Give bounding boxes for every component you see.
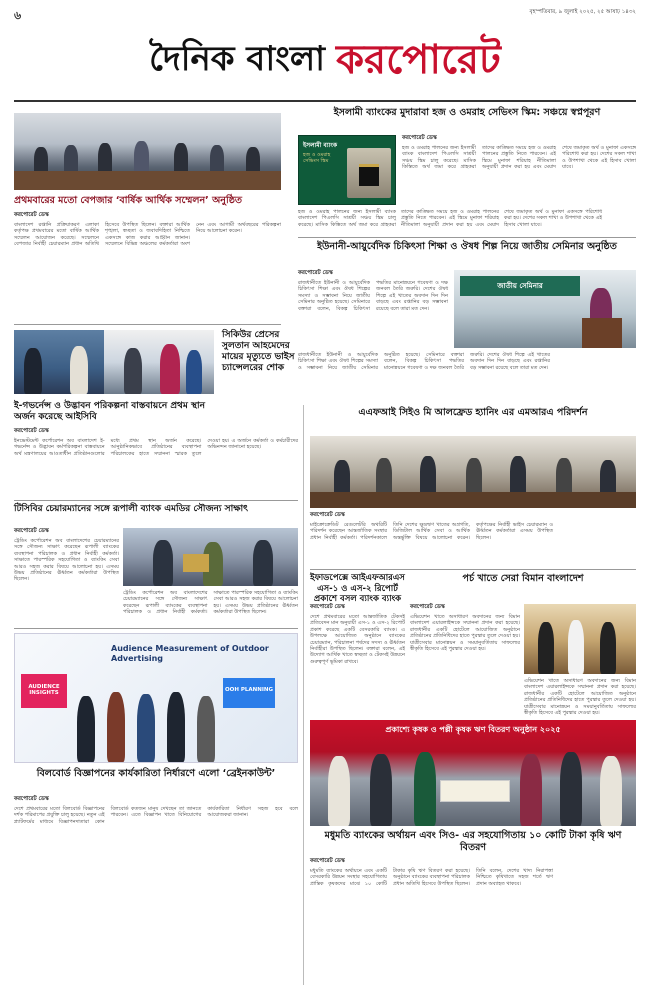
seminar-banner: জাতীয় সেমিনার bbox=[460, 276, 580, 296]
date-line: বৃহস্পতিবার, ৯ জুলাই ২০২৫, ২৫ আষাঢ় ১৪৩২ bbox=[529, 9, 636, 15]
photo-award-center bbox=[104, 330, 214, 394]
header-rule bbox=[14, 100, 636, 102]
article-text: দেশে প্রথমবারের মতো আন্তর্জাতিক টেকসই প্রতিবেদন মান অনুযায়ী এস-১ ও এস-২ রিপোর্ট প্রকাশ করেছে একটি বেসরকারি ব্যাংক। এ উপলক্ষে আয়োজিত অনুষ্ঠানে ব্যাংকের চেয়ারম্যান, পরিচালনা পর্ষদের সদস্য ও ঊর্ধ্বতন নির্বাহীরা উপস্থিত ছিলেন। বক্তারা বলেন, এই উদ্যোগ আর্থিক খাতে স্বচ্ছতা ও টেকসই উন্নয়নে গুরুত্বপূর্ণ ভূমিকা রাখবে। bbox=[310, 614, 405, 665]
article-text: ইনভেস্টমেন্ট কর্পোরেশন অব বাংলাদেশ ই-গভর্নেন্স ও উদ্ভাবন কর্মপরিকল্পনা বাস্তবায়নে অর্থ মন্ত্রণালয়ের আওতাধীন প্রতিষ্ঠানগুলোর মধ্যে প্রথম স্থান অর্জন করেছে। আনুষ্ঠানিকভাবে প্রতিষ্ঠানের ব্যবস্থাপনা পরিচালকের হাতে সম্মাননা স্মারক তুলে দেওয়া হয়। এ অর্জনে কর্মকর্তা ও কর্মচারীদের অভিনন্দন জানানো হয়েছে। bbox=[14, 438, 298, 457]
headline-budget: প্রথমবারের মতো বেপজার ‘বার্ষিক আর্থিক সম্মেলন’ অনুষ্ঠিত bbox=[14, 195, 243, 206]
article-text: এভিয়েশন খাতে অসাধারণ অবদানের জন্য বিমান বাংলাদেশ এয়ারলাইন্সকে সম্মাননা প্রদান করা হয়েছে। রাজধানীর একটি হোটেলে আয়োজিত অনুষ্ঠানে প্রতিষ্ঠানের প্রতিনিধিদের হাতে পুরস্কার তুলে দেওয়া হয়। যাত্রীসেবার মানোন্নয়ন ও সময়ানুবর্তিতায় সাফল্যের স্বীকৃতি হিসেবে এই পুরস্কার দেওয়া হয়। bbox=[410, 614, 520, 653]
byline: করপোরেট ডেস্ক bbox=[14, 212, 49, 218]
byline: করপোরেট ডেস্ক bbox=[14, 428, 49, 434]
headline-sikurit: সিকিউর প্রেসের সুলতান আহমেদের মায়ের মৃত্যুতে ভাইস চ্যান্সেলরের শোক bbox=[222, 330, 295, 373]
photo-tcb bbox=[123, 528, 298, 586]
headline-fbi: এএফআই সিইও মি আলফ্রেড হ্যানিং এর এমআরএ পরিদর্শন bbox=[358, 407, 588, 418]
masthead-right: করপোরেট bbox=[336, 36, 501, 83]
billboard-label-1: AUDIENCE INSIGHTS bbox=[21, 674, 67, 708]
article-islami-body-2: হজ ও ওমরাহ পালনের জন্য ইসলামী ব্যাংক বাংলাদেশ পিএলসি সাশ্রয়ী সঞ্চয় স্কিম চালু করেছে। মাসিক কিস্তিতে অর্থ জমা করে গ্রাহকরা তাদের কাঙ্ক্ষিত সময়ে হজ ও ওমরাহ পালনের প্রস্তুতি নিতে পারবেন। এই স্কিমে মুনাফা শরিয়াহ নীতিমালা অনুযায়ী প্রদান করা হয় এবং মেয়াদ শেষে জমাকৃত অর্থ ও মুনাফা একসঙ্গে পরিশোধ করা হয়। দেশের সকল শাখা ও উপশাখা থেকে এই হিসাব খোলা যাবে। bbox=[298, 209, 602, 228]
byline: করপোরেট ডেস্ক bbox=[310, 512, 345, 518]
section-rule bbox=[298, 237, 636, 238]
byline: করপোরেট ডেস্ক bbox=[402, 135, 437, 141]
byline: করপোরেট ডেস্ক bbox=[410, 604, 445, 610]
kaaba-image bbox=[347, 148, 391, 198]
section-rule bbox=[310, 569, 636, 570]
article-text: বাংলাদেশ রপ্তানি প্রক্রিয়াকরণ এলাকা কর্তৃপক্ষ প্রথমবারের মতো বার্ষিক আর্থিক সম্মেলন আয়োজন করেছে। সম্মেলনে বেপজার নির্বাহী চেয়ারম্যান প্রধান অতিথি হিসেবে উপস্থিত ছিলেন। বক্তারা আর্থিক শৃঙ্খলা, স্বচ্ছতা ও জবাবদিহিতা নিশ্চিতে একসঙ্গে কাজ করার আহ্বান জানান। সম্মেলনে বিভিন্ন অঞ্চলের কর্মকর্তারা অংশ নেন এবং আগামী অর্থবছরের পরিকল্পনা নিয়ে আলোচনা করেন। bbox=[14, 222, 281, 248]
masthead bbox=[0, 28, 650, 90]
article-tcb-body bbox=[14, 528, 119, 624]
headline-islami: ইসলামী ব্যাংকের মুদারাবা হজ ও ওমরাহ সেভিংস স্কিম: সঞ্চয়ে স্বপ্নপূরণ bbox=[333, 107, 601, 118]
islami-ad bbox=[298, 135, 396, 205]
article-fbi-body bbox=[310, 512, 636, 564]
article-madhumati-body bbox=[310, 858, 636, 986]
article-text: মাইক্রোক্রেডিট রেগুলেটরি অথরিটি পরিদর্শন করেছেন আন্তর্জাতিক সংস্থার প্রধান নির্বাহী কর্মকর্তা। পরিদর্শনকালে তিনি দেশের ক্ষুদ্রঋণ খাতের অগ্রগতি, ডিজিটাল আর্থিক সেবা ও আর্থিক অন্তর্ভুক্তি বিষয়ে আলোচনা করেন। কর্তৃপক্ষের নির্বাহী ভাইস চেয়ারম্যান ও ঊর্ধ্বতন কর্মকর্তারা এসময় উপস্থিত ছিলেন। bbox=[310, 522, 553, 541]
headline-madhumati: মধুমতি ব্যাংকের অর্থায়ন এবং সিও- এর সহযোগিতায় ১০ কোটি টাকা কৃষি ঋণ বিতরণ bbox=[324, 830, 622, 853]
article-egov-body bbox=[14, 428, 298, 496]
islami-ad-caption: ইসলামী ব্যাংক bbox=[303, 142, 338, 149]
islami-ad-sub: হজ ও ওমরাহ সেভিংস স্কিম bbox=[303, 152, 331, 164]
byline: করপোরেট ডেস্ক bbox=[14, 528, 49, 534]
photo-afi-visit bbox=[310, 436, 636, 508]
section-rule bbox=[14, 324, 281, 325]
headline-tcb: টিসিবির চেয়ারম্যানের সঙ্গে রূপালী ব্যাংক এমডির সৌজন্য সাক্ষাৎ bbox=[14, 504, 248, 514]
photo-conference bbox=[14, 113, 281, 190]
byline: করপোরেট ডেস্ক bbox=[298, 270, 333, 276]
headline-ifad: ইফাডপেক্সে আইএফআরএস এস-১ ও এস-২ রিপোর্ট প্রকাশে বসল ব্যাংক ব্যাংক bbox=[310, 573, 405, 604]
photo-award-left bbox=[14, 330, 104, 394]
column-rule bbox=[303, 405, 304, 985]
headline-biman: পর্চ খাতে সেরা বিমান বাংলাদেশ bbox=[462, 573, 584, 584]
section-rule bbox=[14, 500, 298, 501]
article-text: ট্রেডিং কর্পোরেশন অব বাংলাদেশের চেয়ারম্যানের সঙ্গে সৌজন্য সাক্ষাৎ করেছেন রূপালী ব্যাংকের ব্যবস্থাপনা পরিচালক ও প্রধান নির্বাহী কর্মকর্তা। সাক্ষাতে পারস্পরিক সহযোগিতা ও ব্যাংকিং সেবা আরও সহজ করার বিষয়ে আলোচনা হয়। এসময় উভয় প্রতিষ্ঠানের ঊর্ধ্বতন কর্মকর্তারা উপস্থিত ছিলেন। bbox=[14, 538, 119, 583]
article-unani-body bbox=[298, 270, 448, 350]
article-text: হজ ও ওমরাহ পালনের জন্য ইসলামী ব্যাংক বাংলাদেশ পিএলসি সাশ্রয়ী সঞ্চয় স্কিম চালু করেছে। মাসিক কিস্তিতে অর্থ জমা করে গ্রাহকরা তাদের কাঙ্ক্ষিত সময়ে হজ ও ওমরাহ পালনের প্রস্তুতি নিতে পারবেন। এই স্কিমে মুনাফা শরিয়াহ নীতিমালা অনুযায়ী প্রদান করা হয় এবং মেয়াদ শেষে জমাকৃত অর্থ ও মুনাফা একসঙ্গে পরিশোধ করা হয়। দেশের সকল শাখা ও উপশাখা থেকে এই হিসাব খোলা যাবে। bbox=[402, 145, 636, 171]
article-ifad-body bbox=[310, 604, 405, 714]
article-text: মধুমতি ব্যাংকের অর্থায়নে এবং একটি বেসরকারি উন্নয়ন সংস্থার সহযোগিতায় প্রান্তিক কৃষকদের মাঝে ১০ কোটি টাকার কৃষি ঋণ বিতরণ করা হয়েছে। অনুষ্ঠানে ব্যাংকের ব্যবস্থাপনা পরিচালক প্রধান অতিথি হিসেবে উপস্থিত ছিলেন। তিনি বলেন, দেশের খাদ্য নিরাপত্তা নিশ্চিতে কৃষিখাতে সহজ শর্তে ঋণ প্রদান অব্যাহত থাকবে। bbox=[310, 868, 553, 887]
photo-biman bbox=[524, 604, 636, 674]
article-text: রাজধানীতে ইউনানী ও আয়ুর্বেদিক চিকিৎসা শিক্ষা এবং ঔষধ শিল্পের সমস্যা ও সম্ভাবনা নিয়ে জাতীয় সেমিনার অনুষ্ঠিত হয়েছে। সেমিনারে বক্তারা বলেন, বিকল্প চিকিৎসা পদ্ধতির মানোন্নয়নে গবেষণা ও দক্ষ জনবল তৈরি জরুরি। দেশের ঔষধ শিল্পে এই খাতের অবদান দিন দিন বাড়ছে এবং রপ্তানির বড় সম্ভাবনা রয়েছে বলে তারা মত দেন। bbox=[298, 280, 448, 312]
billboard-label-2: OOH PLANNING bbox=[223, 678, 275, 708]
article-biman-body bbox=[410, 604, 520, 716]
byline: করপোরেট ডেস্ক bbox=[14, 796, 49, 802]
byline: করপোরেট ডেস্ক bbox=[310, 858, 345, 864]
headline-billboard: বিলবোর্ড বিজ্ঞাপনের কার্যকারিতা নির্ধারণে এলো ‘ব্রেইনকাউন্ট’ bbox=[36, 768, 276, 779]
article-budget-body bbox=[14, 212, 281, 317]
byline: করপোরেট ডেস্ক bbox=[310, 604, 345, 610]
article-unani-body-2: রাজধানীতে ইউনানী ও আয়ুর্বেদিক চিকিৎসা শিক্ষা এবং ঔষধ শিল্পের সমস্যা ও সম্ভাবনা নিয়ে জাতীয় সেমিনার অনুষ্ঠিত হয়েছে। সেমিনারে বক্তারা বলেন, বিকল্প চিকিৎসা পদ্ধতির মানোন্নয়নে গবেষণা ও দক্ষ জনবল তৈরি জরুরি। দেশের ঔষধ শিল্পে এই খাতের অবদান দিন দিন বাড়ছে এবং রপ্তানির বড় সম্ভাবনা রয়েছে বলে তারা মত দেন। bbox=[298, 352, 550, 371]
photo-seminar bbox=[454, 270, 636, 348]
article-tcb-body-2: ট্রেডিং কর্পোরেশন অব বাংলাদেশের চেয়ারম্যানের সঙ্গে সৌজন্য সাক্ষাৎ করেছেন রূপালী ব্যাংকের ব্যবস্থাপনা পরিচালক ও প্রধান নির্বাহী কর্মকর্তা। সাক্ষাতে পারস্পরিক সহযোগিতা ও ব্যাংকিং সেবা আরও সহজ করার বিষয়ে আলোচনা হয়। এসময় উভয় প্রতিষ্ঠানের ঊর্ধ্বতন কর্মকর্তারা উপস্থিত ছিলেন। bbox=[123, 590, 298, 616]
page-number: ৬ bbox=[14, 9, 22, 22]
article-biman-body-2: এভিয়েশন খাতে অসাধারণ অবদানের জন্য বিমান বাংলাদেশ এয়ারলাইন্সকে সম্মাননা প্রদান করা হয়েছে। রাজধানীর একটি হোটেলে আয়োজিত অনুষ্ঠানে প্রতিষ্ঠানের প্রতিনিধিদের হাতে পুরস্কার তুলে দেওয়া হয়। যাত্রীসেবার মানোন্নয়ন ও সময়ানুবর্তিতায় সাফল্যের স্বীকৃতি হিসেবে এই পুরস্কার দেওয়া হয়। bbox=[524, 678, 636, 717]
photo-madhumati bbox=[310, 720, 636, 826]
madhumati-banner: প্রকাশ্যে কৃষক ও পল্লী কৃষক ঋণ বিতরণ অনুষ্ঠান ২০২৫ bbox=[385, 725, 561, 734]
billboard-ad bbox=[14, 633, 298, 763]
article-text: দেশে প্রথমবারের মতো বিলবোর্ড বিজ্ঞাপনের দর্শক পরিমাপের প্রযুক্তি চালু হয়েছে। নতুন এই প্ল্যাটফর্মের মাধ্যমে বিজ্ঞাপনদাতারা কোন বিলবোর্ড কতজন মানুষ দেখছেন তা জানতে পারবেন। এতে বিজ্ঞাপন খাতে বিনিয়োগের কার্যকারিতা নির্ধারণ সহজ হবে বলে আয়োজকরা জানান। bbox=[14, 806, 298, 825]
billboard-tag: Audience Measurement of Outdoor Advertising bbox=[111, 644, 269, 663]
headline-egov: ই-গভর্নেন্স ও উদ্ভাবন পরিকল্পনা বাস্তবায়নে প্রথম স্থান অর্জন করেছে আইসিবি bbox=[14, 401, 205, 422]
masthead-left: দৈনিক বাংলা bbox=[149, 39, 326, 79]
article-billboard-body bbox=[14, 796, 298, 986]
headline-unani: ইউনানী-আয়ুর্বেদিক চিকিৎসা শিক্ষা ও ঔষধ শিল্প নিয়ে জাতীয় সেমিনার অনুষ্ঠিত bbox=[317, 241, 617, 252]
section-rule bbox=[14, 628, 298, 629]
